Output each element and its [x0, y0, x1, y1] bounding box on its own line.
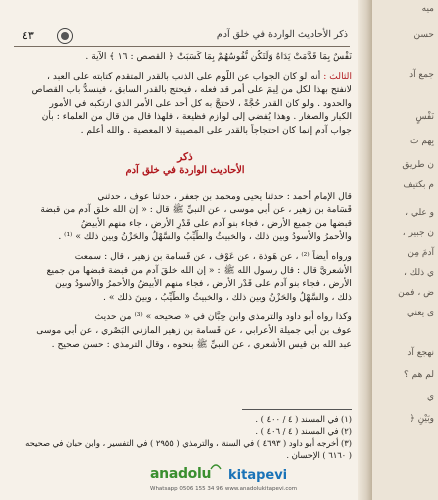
right-page-fragment: ض ، فمن: [398, 288, 434, 298]
right-page-fragment: نَفْسٍ: [415, 112, 434, 122]
hadith-line: ورواه أيضاً ⁽²⁾ ، عن هَوذة ، عن عَوْف ، عن قَسامة بن زهير ، قال : سمعت: [74, 250, 352, 262]
hadith-line: قال الإمام أحمد : حدثنا يحيى ومحمد بن جعفر ، حدثنا عوف ، حدثني: [97, 190, 352, 202]
hadith-line: الأشعريَّ قال : قال رسول الله ﷺ : « إن الله خلقَ آدم من قبضة قبضها من جميع: [46, 264, 352, 276]
hadith-line: والأحمرُ والأسودُ وبين ذلك ، والخبيثُ والطَّيِّبُ والسَّهْلُ والحَزْنُ وبين ذلك » ⁽¹⁾ .: [58, 231, 352, 243]
right-page-fragment: و علي ،: [405, 208, 434, 218]
footnote: (٢) في المسند ( ٤ / ٤٠٦ ) .: [255, 426, 352, 436]
section-heading-top: ذكر: [177, 150, 193, 163]
footnote: (٣) أخرجه أبو داود ( ٤٦٩٣ ) في السنة ، والترمذي ( ٢٩٥٥ ) في التفسير ، وابن حبان في صحيحه: [25, 438, 352, 448]
body-line: لانفتح بهذا لكل من لِيمَ على أمر قد فعله ، فيحتج بالقدر السابق ، فينسدُّ باب القصاص: [31, 84, 352, 96]
book-gutter: [358, 0, 372, 500]
body-line: والحدود . ولو كان القدر حُجَّةً ، لاحتجَّ به كل أحد على الأمر الذي ارتكبه في الأمور: [49, 97, 352, 109]
body-line: [18, 70, 352, 84]
footnotes: [18, 413, 352, 461]
watermark-contact: Whatsapp 0506 155 34 96 www.anadolukitapevi.com: [150, 486, 298, 492]
right-page-fragment: ى يعني: [407, 308, 434, 318]
right-page-fragment: ن جبير ،: [402, 228, 434, 238]
footnote: (١) في المسند ( ٤ / ٤٠٠ ) .: [255, 414, 352, 424]
hadith-line: ذلك ، والسَّهْلُ والحَزْنُ وبين ذلك ، والخبيثُ والطَّيِّبُ ، وبينَ ذلك » .: [103, 291, 352, 303]
hadith-line: قَسَامة بن زهير ، عن أبي موسى ، عن النبيِّ ﷺ قال : « إن الله خلق آدم من قبضة: [40, 204, 352, 216]
ornament-icon: [57, 28, 73, 44]
body-line: الكبار والصغار . وهذا يُفضي إلى لوازم فظيعة ، فلهذا قال من قال من العلماء : بأن: [41, 111, 352, 123]
watermark: [150, 466, 360, 496]
hadith-line: عوف بن أبي جميلة الأعرابي ، عن قَسامة بن زهير المازني البَصْري ، عن أبي موسى: [36, 324, 352, 336]
right-page-fragment: ميه: [421, 4, 434, 14]
body-line-rest: أنه لو كان الجواب عن اللَّوم على الذنب بالقدر المتقدم كتابته على العبد ،: [46, 70, 324, 82]
running-title: ذكر الأحاديث الواردة في خلق آدم: [216, 29, 348, 40]
page-header: [14, 27, 350, 47]
page-number: ٤٣: [22, 29, 34, 42]
hadith-line: عبد الله بن قيس الأشعري ، عن النبيِّ ﷺ بنحوه ، وقال الترمذي : حسن صحيح .: [51, 338, 352, 350]
header-rule: [14, 46, 350, 47]
crescent-icon: [210, 462, 222, 470]
right-page-fragment: آدمَ مِن: [407, 248, 434, 258]
right-page-fragment: حسن: [413, 30, 434, 40]
main-text: [18, 50, 352, 351]
watermark-site: kitapevi: [228, 468, 288, 483]
right-page-fragment: ي: [426, 392, 434, 402]
body-line: جواب آدم إنما كان احتجاجاً بالقدر على المصيبة لا المعصية . والله أعلم .: [80, 124, 352, 136]
right-page-fragment: م بكتيف: [403, 180, 434, 190]
footnote: ( ٦١٦٠ ) الإحسان .: [286, 450, 352, 460]
hadith-line: قبضها من جميع الأرض ، فجاء بنو آدم على قَدْرِ الأرض ، جاء منهم الأبيضُ: [80, 217, 352, 229]
right-page-fragment: لم هم ؟: [404, 370, 434, 380]
hadith-line: وكذا رواه أبو داود والترمذي وابن حِبَّان في « صحيحه » ⁽³⁾ من حديث: [94, 311, 352, 323]
right-page-edge: [372, 0, 438, 500]
right-page-fragment: نهجع آد: [407, 348, 434, 358]
right-page-fragment: جمع آد: [409, 70, 434, 80]
section-label: الثالث :: [323, 70, 352, 82]
watermark-brand: anadolu: [150, 466, 212, 482]
right-page-fragment: ن طريق: [402, 160, 434, 170]
right-page-fragment: بِهم ت: [410, 136, 434, 146]
right-page-fragment: وبَيْنِ ﴿: [409, 414, 434, 424]
body-line: نَفْسٌ بِمَا قَدَّمَتْ يَدَاهُ وَلَتَكُن نُّفُوسُهُمْ بِمَا كَسَبَتْ ﴿ القصص : ١٦ ﴾ الآية .: [85, 51, 352, 62]
footnote-rule: [242, 409, 352, 410]
section-heading: الأحاديث الواردة في خلق آدم: [125, 164, 245, 176]
right-page-fragment: ي ذلك ،: [403, 268, 434, 278]
hadith-line: الأرض ، فجاء بنو آدم على قَدْر الأرض ، فجاء منهم الأبيضُ والأحمرُ والأسودُ وبين: [55, 278, 352, 290]
